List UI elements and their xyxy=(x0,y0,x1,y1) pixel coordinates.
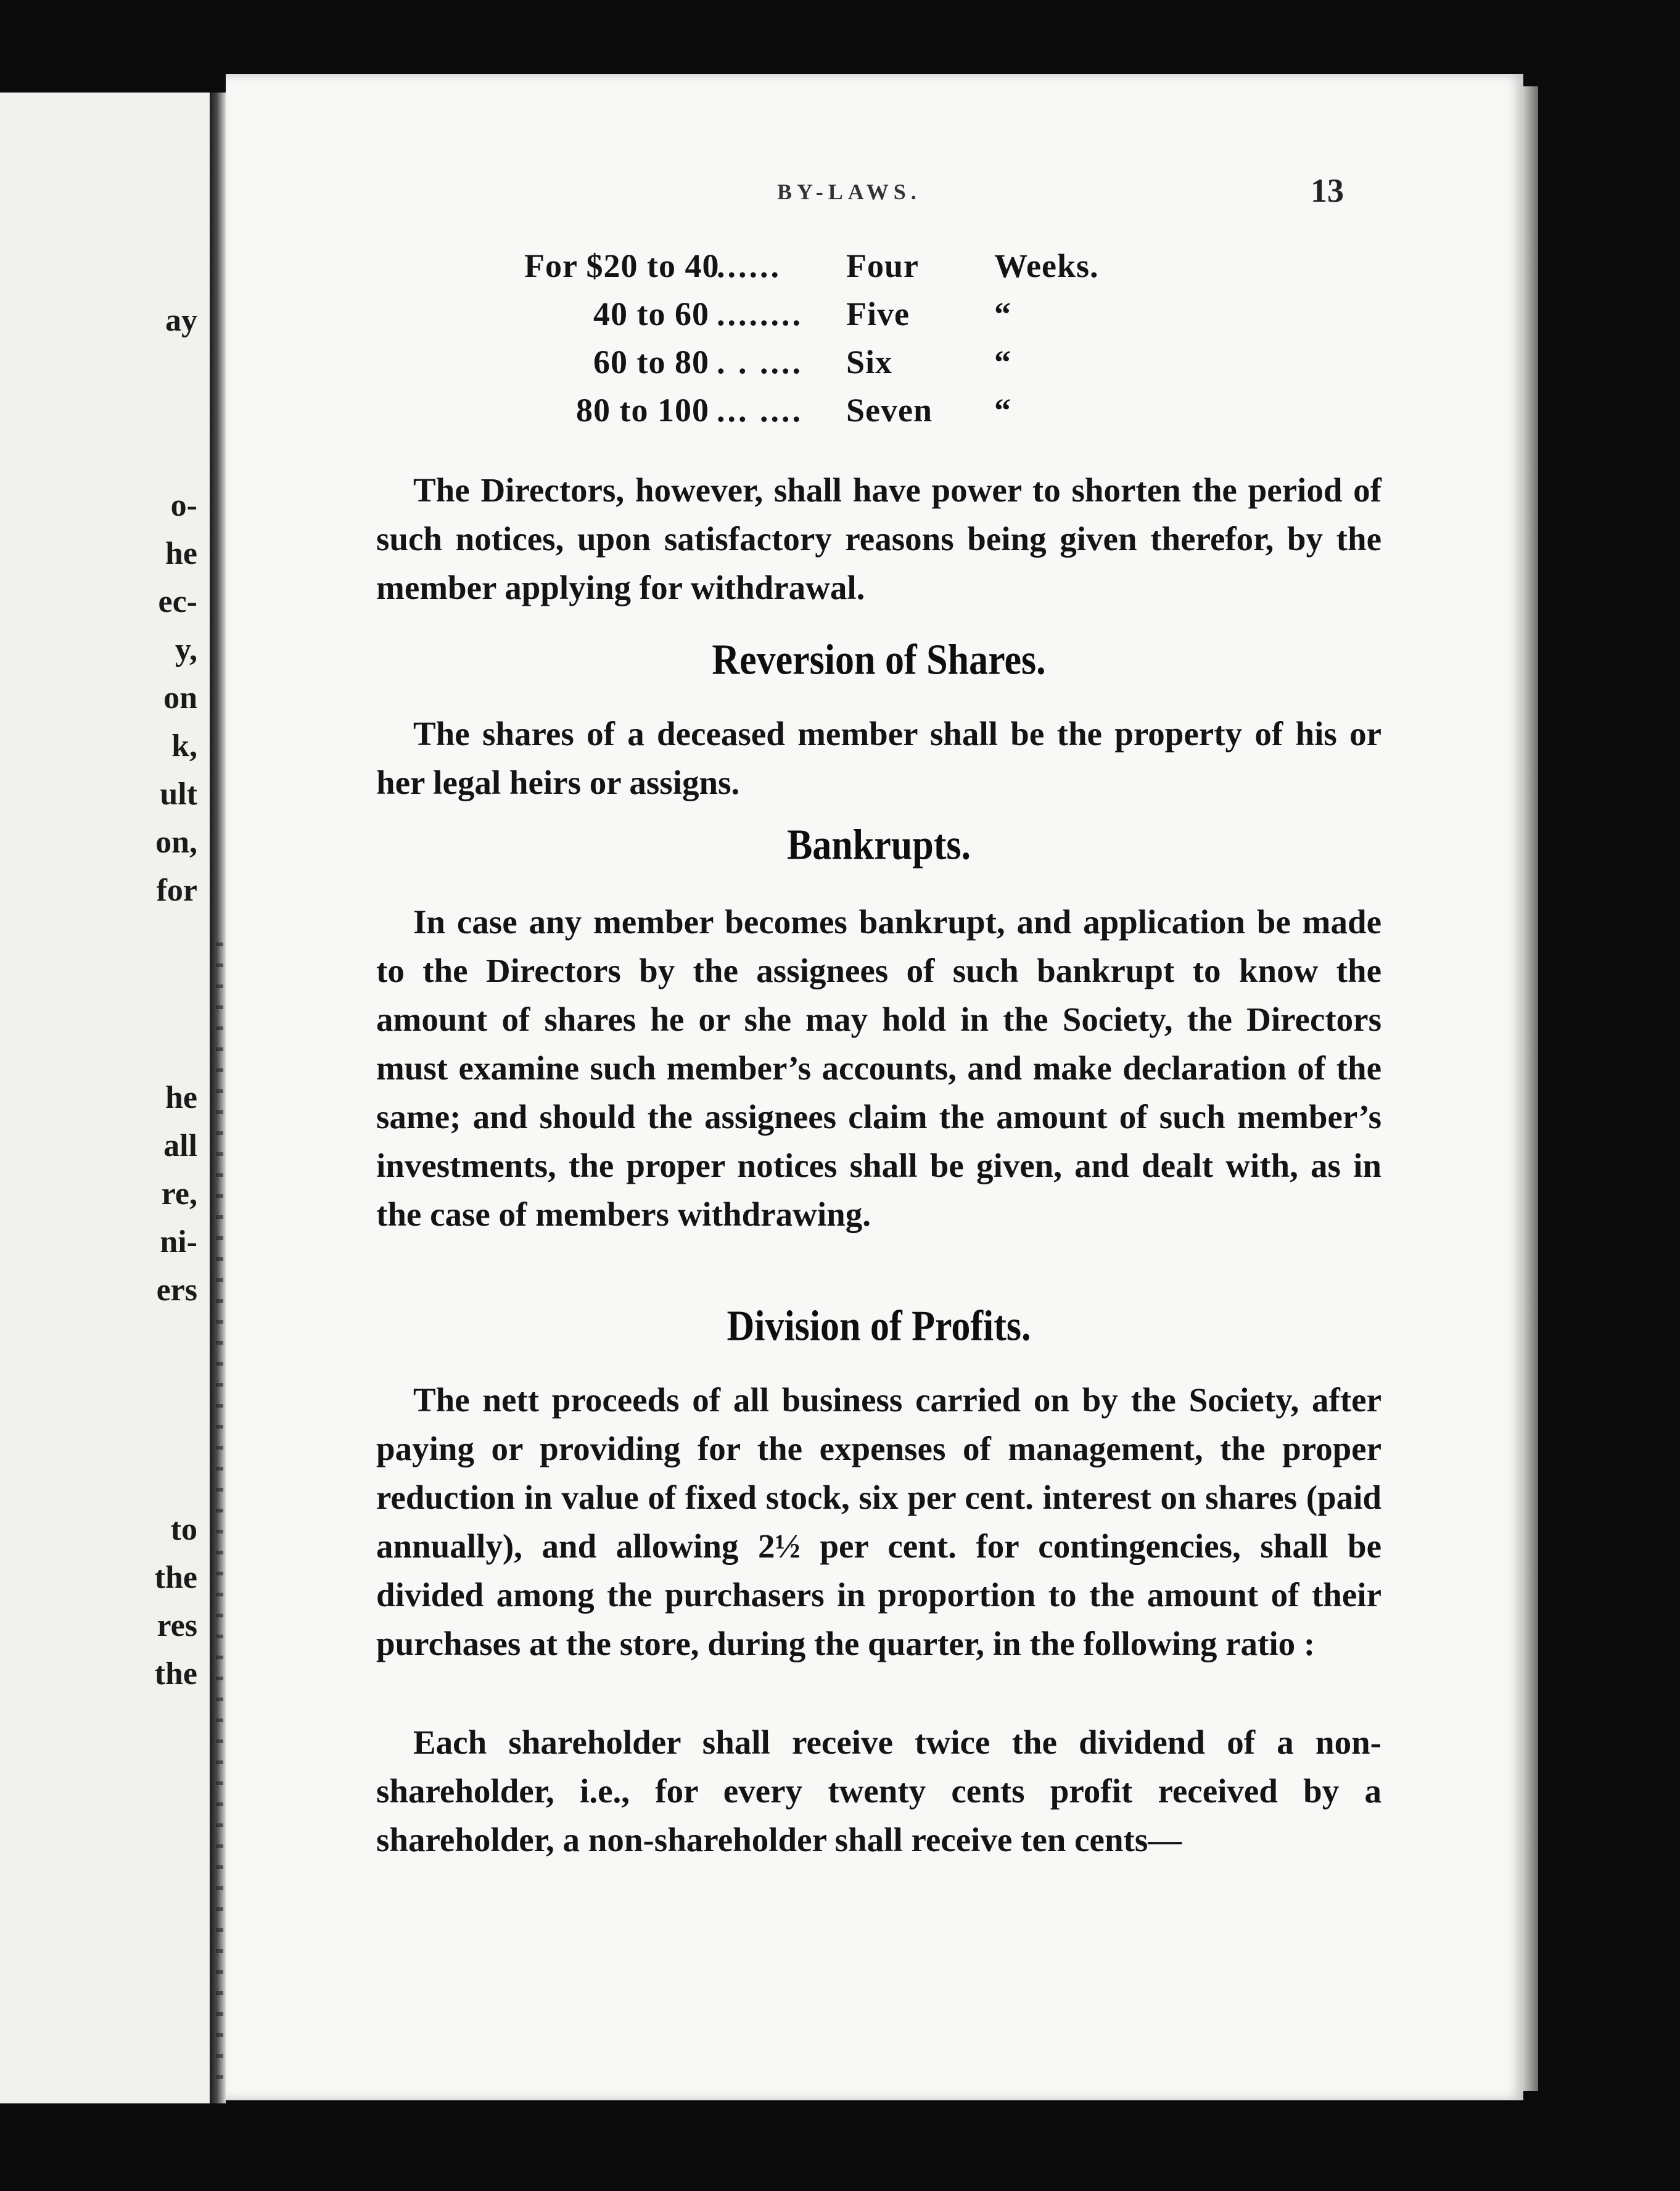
table-row xyxy=(524,247,1099,295)
heading-text: Division of Profits. xyxy=(727,1302,1031,1350)
notice-unit: “ xyxy=(994,344,1011,381)
profits-paragraph: The nett proceeds of all business carried on by the Society, after paying or providing for the expenses of management, the proper reduction in value of fixed stock, six per cent. interest on shares (paid annually), and allowing 2½ per cent. for contingencies, shall be divided among the purchasers in proportion to the amount of their purchases at the store, during the quarter, in the following ratio : xyxy=(376,1381,1381,1662)
notice-unit: “ xyxy=(994,295,1011,332)
running-head: BY-LAWS. xyxy=(777,179,921,204)
dividend-paragraph: Each shareholder shall receive twice the dividend of a non-shareholder, i.e., for every twenty cents profit received by a shareholder, a non-shareholder shall receive ten cents— xyxy=(376,1723,1381,1859)
bankrupts-paragraph: In case any member becomes bankrupt, and application be made to the Directors by the assignees of such bankrupt to know the amount of shares he or she may hold in the Society, the Directors must examine such member’s accounts, and make declaration of the same; and should the assignees claim the amount of such member’s investments, the proper notices shall be given, and dealt with, as in the case of members withdrawing. xyxy=(376,903,1381,1233)
heading-text: Reversion of Shares. xyxy=(712,636,1046,684)
reversion-paragraph: The shares of a deceased member shall be the property of his or her legal heirs or assigns. xyxy=(376,715,1381,801)
facing-page-fragment: on, xyxy=(155,825,197,860)
notice-unit: Weeks. xyxy=(994,247,1099,284)
directors-power-paragraph: The Directors, however, shall have power to shorten the period of such notices, upon satisfactory reasons being given therefor, by the member applying for withdrawal. xyxy=(376,471,1381,606)
facing-page-fragment: y, xyxy=(175,632,197,667)
facing-page-fragment: ni- xyxy=(160,1224,197,1260)
amount-range: 80 to 100 xyxy=(576,392,709,429)
facing-page-fragment: ay xyxy=(165,303,197,338)
facing-page-fragment: he xyxy=(165,1080,197,1115)
table-row xyxy=(524,391,1093,439)
facing-page-fragment: re, xyxy=(161,1176,197,1211)
notice-term: Four xyxy=(846,247,919,284)
facing-page-fragment: on xyxy=(163,680,197,716)
leader-dots: ........ xyxy=(717,295,803,332)
leader-dots: ... .... xyxy=(717,392,803,429)
notice-period-table xyxy=(524,247,1099,439)
facing-page-fragment: he xyxy=(165,536,197,571)
amount-range: 40 to 60 xyxy=(593,295,709,332)
page-number: 13 xyxy=(1311,172,1344,209)
facing-page-fragment: the xyxy=(154,1560,197,1595)
facing-page-fragment: for xyxy=(156,873,197,908)
facing-page-fragment: ers xyxy=(156,1273,197,1308)
section-heading-reversion xyxy=(376,638,1381,682)
facing-page-fragment: ec- xyxy=(158,584,197,619)
page-edge-shadow xyxy=(1523,86,1538,2091)
section-heading-profits xyxy=(376,1302,1381,1350)
notice-term: Seven xyxy=(846,392,933,429)
table-row xyxy=(524,343,1093,391)
facing-page-fragment: to xyxy=(170,1512,197,1547)
leader-dots: ...... xyxy=(717,247,781,284)
amount-range: 60 to 80 xyxy=(593,344,709,381)
spine-stitching xyxy=(216,925,223,2079)
facing-page-fragment: the xyxy=(154,1656,197,1691)
table-row xyxy=(524,295,1093,343)
facing-page-fragment: all xyxy=(163,1128,197,1163)
heading-text: Bankrupts. xyxy=(786,821,971,869)
amount-range: For $20 to 40 xyxy=(524,247,720,284)
section-heading-bankrupts xyxy=(376,823,1381,867)
facing-page-fragment: k, xyxy=(171,728,197,764)
notice-term: Five xyxy=(846,295,910,332)
notice-unit: “ xyxy=(994,392,1011,429)
facing-page xyxy=(0,93,210,2103)
facing-page-fragment: o- xyxy=(170,488,197,523)
leader-dots: . . .... xyxy=(717,344,803,381)
facing-page-fragment: res xyxy=(157,1608,197,1643)
facing-page-fragment: ult xyxy=(160,777,197,812)
notice-term: Six xyxy=(846,344,893,381)
